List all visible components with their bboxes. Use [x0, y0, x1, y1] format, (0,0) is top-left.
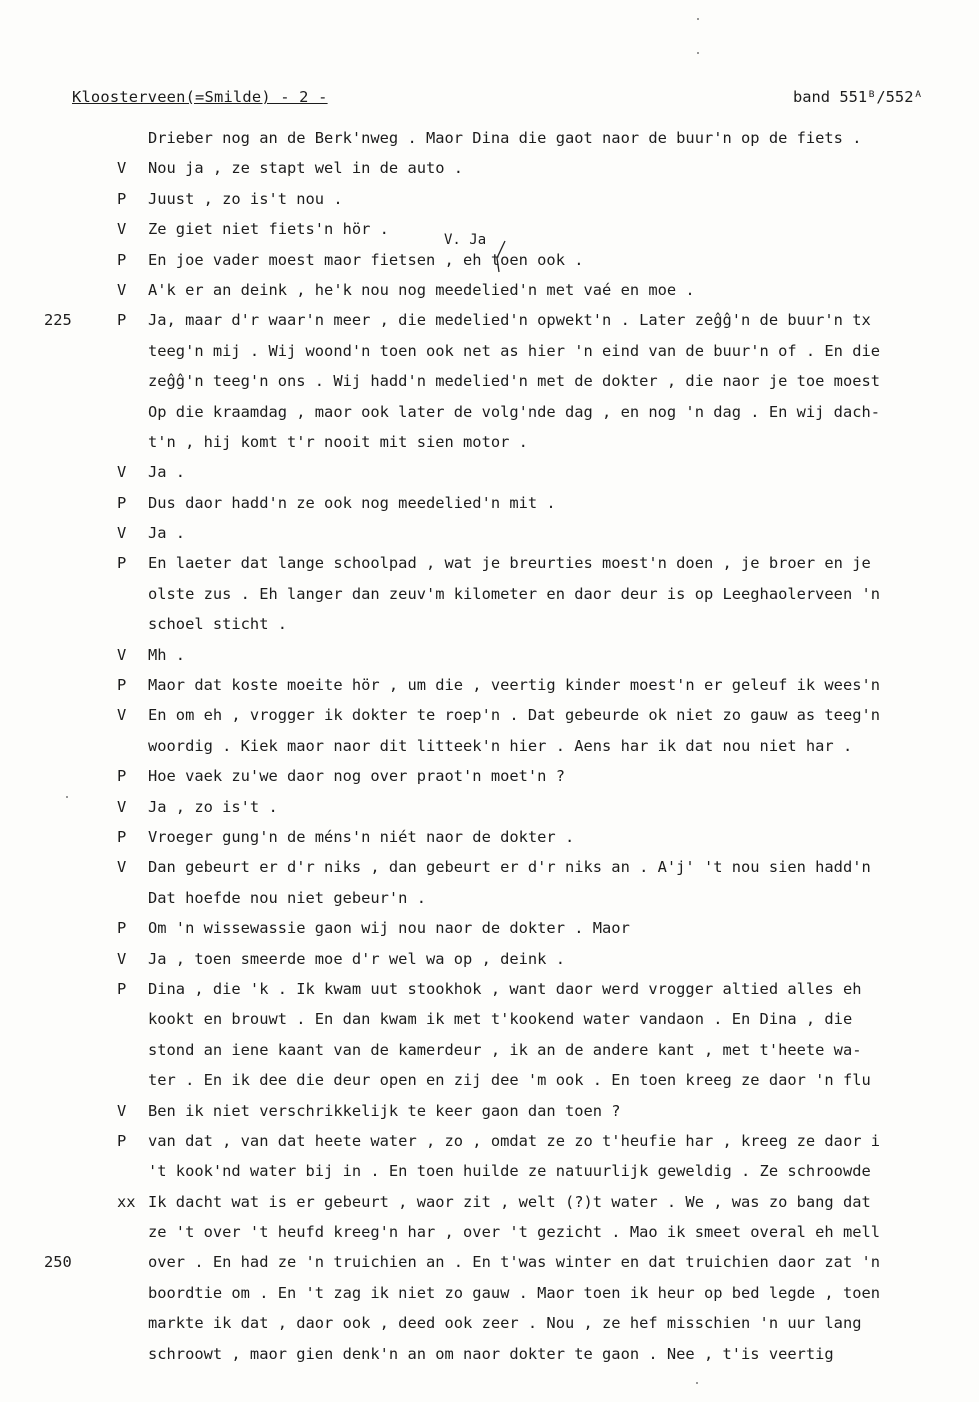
line-text: stond an iene kaant van de kamerdeur , ik an de andere kant , met t'heete wa-	[148, 1040, 862, 1059]
line-text: Ja .	[148, 524, 186, 543]
speaker-label: V	[117, 280, 127, 299]
line-text: ze 't over 't heufd kreeg'n har , over 't gezicht . Mao ik smeet overal eh mell	[148, 1223, 881, 1242]
line-text: schroowt , maor gien denk'n an om naor dokter te gaon . Nee , t'is veertig	[148, 1344, 834, 1363]
line-text: Drieber nog an de Berk'nweg . Maor Dina die gaot naor de buur'n op de fiets .	[148, 129, 862, 147]
paper-speck	[697, 18, 699, 20]
speaker-label: V	[117, 706, 127, 725]
line-text: Ja .	[148, 463, 186, 482]
line-text: Ik dacht wat is er gebeurt , waor zit , welt (?)t water . We , was zo bang dat	[148, 1192, 871, 1211]
line-text: t'n , hij komt t'r nooit mit sien motor .	[148, 432, 528, 451]
speaker-label: P	[117, 250, 127, 269]
paper-speck	[66, 796, 68, 798]
line-text: En laeter dat lange schoolpad , wat je breurties moest'n doen , je broer en je	[148, 554, 871, 573]
line-text: over . En had ze 'n truichien an . En t'was winter en dat truichien daor zat 'n	[148, 1253, 881, 1272]
paper-speck	[697, 52, 699, 54]
line-number: 250	[44, 1253, 72, 1272]
speaker-label: P	[117, 979, 127, 998]
speaker-label: V	[117, 858, 127, 877]
speaker-label: V	[117, 524, 127, 543]
page-header-title: Kloosterveen(=Smilde) - 2 -	[72, 88, 328, 106]
line-text: van dat , van dat heete water , zo , omdat ze zo t'heufie har , kreeg ze daor i	[148, 1131, 881, 1150]
line-text: Ja, maar d'r waar'n meer , die medelied'n opwekt'n . Later zeĝĝ'n de buur'n tx	[148, 311, 871, 330]
line-text: Vroeger gung'n de méns'n niét naor de dokter .	[148, 827, 575, 846]
line-text: Ze giet niet fiets'n hör .	[148, 220, 389, 239]
speaker-label: P	[117, 767, 127, 786]
line-text: Maor dat koste moeite hör , um die , veertig kinder moest'n er geleuf ik wees'n	[148, 676, 881, 695]
speaker-label: V	[117, 220, 127, 239]
line-text: Ja , toen smeerde moe d'r wel wa op , deink .	[148, 949, 565, 968]
line-text: markte ik dat , daor ook , deed ook zeer . Nou , ze hef misschien 'n uur lang	[148, 1314, 862, 1333]
paper-speck	[696, 1382, 698, 1384]
speaker-label: P	[117, 311, 127, 330]
band-reference: band 551ᴮ/552ᴬ	[793, 88, 923, 106]
line-text: Dus daor hadd'n ze ook nog meedelied'n mit .	[148, 493, 556, 512]
speaker-label: V	[117, 645, 127, 664]
speaker-label: P	[117, 554, 127, 573]
speaker-label: V	[117, 1101, 127, 1120]
speaker-label: V	[117, 949, 127, 968]
speaker-label: V	[117, 797, 127, 816]
line-text: Dat hoefde nou niet gebeur'n .	[148, 888, 426, 907]
speaker-label: P	[117, 827, 127, 846]
line-text: Hoe vaek zu'we daor nog over praot'n moet'n ?	[148, 767, 565, 786]
speaker-label: xx	[117, 1192, 136, 1211]
line-text: olste zus . Eh langer dan zeuv'm kilometer en daor deur is op Leeghaolerveen 'n	[148, 584, 881, 603]
speaker-label: V	[117, 463, 127, 482]
line-text: kookt en brouwt . En dan kwam ik met t'kookend water vandaon . En Dina , die	[148, 1010, 853, 1029]
line-text: zeĝĝ'n teeg'n ons . Wij hadd'n medelied'n met de dokter , die naor je toe moest	[148, 372, 881, 391]
line-text: ter . En ik dee die deur open en zij dee 'm ook . En toen kreeg ze daor 'n flu	[148, 1071, 871, 1090]
line-text: teeg'n mij . Wij woond'n toen ook net as hier 'n eind van de buur'n of . En die	[148, 341, 881, 360]
line-number: 225	[44, 311, 72, 330]
line-text: A'k er an deink , he'k nou nog meedelied'n met vaé en moe .	[148, 280, 695, 299]
line-text: schoel sticht .	[148, 615, 287, 634]
line-text: woordig . Kiek maor naor dit litteek'n hier . Aens har ik dat nou niet har .	[148, 736, 853, 755]
speaker-label: V	[117, 159, 127, 178]
line-text: boordtie om . En 't zag ik niet zo gauw . Maor toen ik heur op bed legde , toen	[148, 1283, 881, 1302]
line-text: Op die kraamdag , maor ook later de volg'nde dag , en nog 'n dag . En wij dach-	[148, 402, 881, 421]
line-text: Dina , die 'k . Ik kwam uut stookhok , want daor werd vrogger altied alles eh	[148, 979, 862, 998]
line-text: Om 'n wissewassie gaon wij nou naor de dokter . Maor	[148, 919, 630, 938]
line-text: En joe vader moest maor fietsen , eh toen ook .	[148, 250, 584, 269]
line-text: Mh .	[148, 645, 186, 664]
line-text: Ben ik niet verschrikkelijk te keer gaon dan toen ?	[148, 1101, 621, 1120]
line-text: Ja , zo is't .	[148, 797, 278, 816]
speaker-label: P	[117, 189, 127, 208]
line-text: En om eh , vrogger ik dokter te roep'n . Dat gebeurde ok niet zo gauw as teeg'n	[148, 706, 881, 725]
speaker-label: P	[117, 1131, 127, 1150]
line-text: Nou ja , ze stapt wel in de auto .	[148, 159, 464, 178]
line-text: 't kook'nd water bij in . En toen huilde ze natuurlijk geweldig . Ze schroowde	[148, 1162, 871, 1181]
line-text: Dan gebeurt er d'r niks , dan gebeurt er d'r niks an . A'j' 't nou sien hadd'n	[148, 858, 871, 877]
line-text: Juust , zo is't nou .	[148, 189, 343, 208]
speaker-label: P	[117, 919, 127, 938]
speaker-label: P	[117, 493, 127, 512]
handwritten-insertion: V. Ja	[444, 232, 487, 248]
speaker-label: P	[117, 676, 127, 695]
